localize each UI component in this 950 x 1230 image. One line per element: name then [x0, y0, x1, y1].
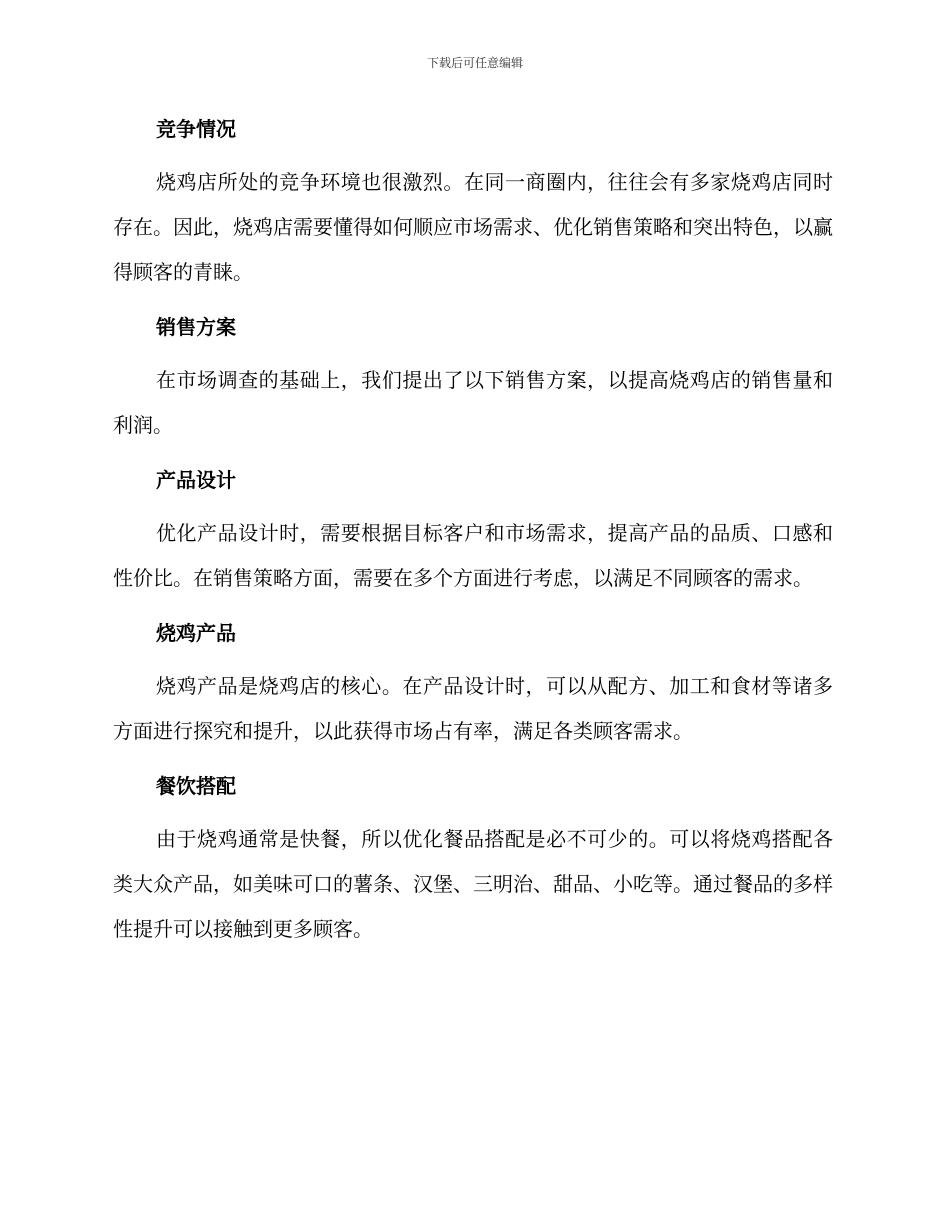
- document-body: [113, 110, 833, 965]
- section-heading-product-design: 产品设计: [156, 468, 236, 492]
- section-heading-sales-plan: 销售方案: [156, 315, 236, 339]
- section-paragraph-roast-chicken-products: 烧鸡产品是烧鸡店的核心。在产品设计时，可以从配方、加工和食材等诸多方面进行探究和提升，以此获得市场占有率，满足各类顾客需求。: [113, 674, 833, 743]
- section-heading-competition: 竞争情况: [156, 117, 236, 141]
- section-heading-meal-pairing: 餐饮搭配: [156, 774, 236, 798]
- section-paragraph-sales-plan: 在市场调查的基础上，我们提出了以下销售方案，以提高烧鸡店的销售量和利润。: [113, 368, 833, 437]
- section-heading-roast-chicken-products: 烧鸡产品: [156, 621, 236, 645]
- page-header-note: 下载后可任意编辑: [426, 56, 523, 70]
- section-paragraph-product-design: 优化产品设计时，需要根据目标客户和市场需求，提高产品的品质、口感和性价比。在销售策略方面，需要在多个方面进行考虑，以满足不同顾客的需求。: [113, 521, 833, 590]
- section-paragraph-competition: 烧鸡店所处的竞争环境也很激烈。在同一商圈内，往往会有多家烧鸡店同时存在。因此，烧鸡店需要懂得如何顺应市场需求、优化销售策略和突出特色，以赢得顾客的青睐。: [113, 170, 833, 284]
- section-paragraph-meal-pairing: 由于烧鸡通常是快餐，所以优化餐品搭配是必不可少的。可以将烧鸡搭配各类大众产品，如美味可口的薯条、汉堡、三明治、甜品、小吃等。通过餐品的多样性提升可以接触到更多顾客。: [113, 827, 833, 941]
